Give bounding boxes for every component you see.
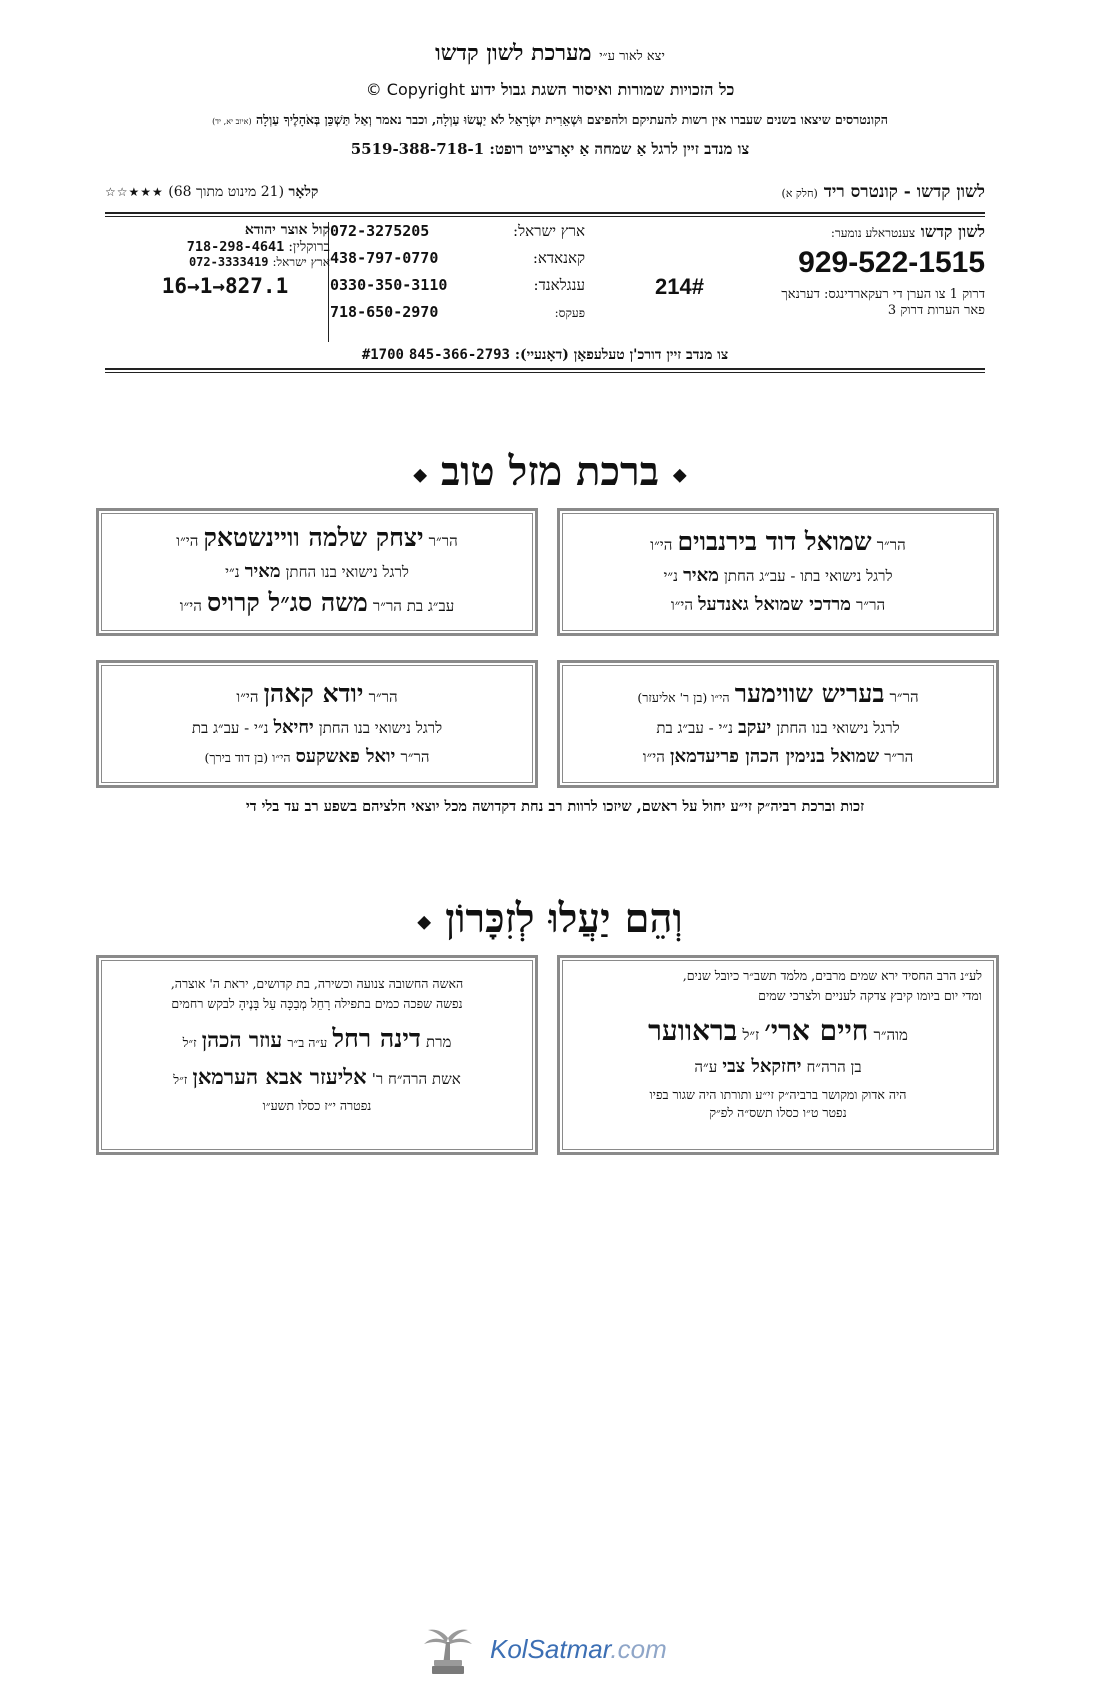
father-name: יצחק שלמה וויינשטאק bbox=[203, 523, 424, 552]
occasion-text: לרגל נישואי בנו החתן bbox=[285, 563, 409, 581]
memorial-husband-line bbox=[99, 1064, 535, 1090]
kol-otzar-row-number: 718-298-4641 bbox=[186, 239, 285, 255]
divider-top bbox=[105, 212, 985, 214]
box-line bbox=[560, 527, 996, 557]
title-suffix: הי״ו bbox=[179, 597, 202, 615]
memorial-title bbox=[70, 895, 1030, 942]
title-prefix: הר״ר bbox=[889, 688, 919, 706]
title-prefix: אשת הרה״ח ר' bbox=[371, 1070, 461, 1088]
phone-row-label: ענגלאנד: bbox=[533, 276, 585, 294]
title-suffix: נ״י - עב״ג בת bbox=[191, 719, 269, 737]
rights-line bbox=[70, 80, 1030, 100]
memorial-date-line: נפטרה י״ז כסלו תשע״ו bbox=[262, 1098, 372, 1113]
phone-row bbox=[330, 276, 585, 303]
title-suffix: נ״י - עב״ג בת bbox=[656, 719, 733, 737]
in-law-name: יואל פאשקעס bbox=[295, 746, 396, 767]
logo-wordmark bbox=[490, 1634, 667, 1665]
kol-otzar-code: 16→1→827.1 bbox=[161, 274, 289, 298]
bullet-icon: ◆ bbox=[672, 464, 687, 486]
mazal-tov-box bbox=[557, 660, 999, 788]
occasion-text: לרגל נישואי בנו החתן bbox=[776, 719, 900, 737]
box-line bbox=[560, 717, 996, 738]
telephone-donation-number: 845-366-2793 bbox=[408, 347, 510, 363]
comments-instruction: פאר הערות דרוק 3 bbox=[887, 303, 985, 318]
memorial-date-line: נפטר ט״ו כסלו תשס״ה לפ״ק bbox=[709, 1105, 847, 1120]
groom-name: מאיר bbox=[683, 565, 719, 586]
publisher-line bbox=[70, 40, 1030, 66]
box-line bbox=[99, 679, 535, 709]
title-prefix: הר״ר bbox=[876, 536, 906, 554]
deceased-surname: בראווער bbox=[648, 1014, 738, 1047]
memorial-tribute-line: האשה החשובה צנועה וכשירה, בת קדושים, יראת ה' אוצרה, bbox=[170, 976, 464, 991]
phone-row bbox=[330, 249, 585, 276]
international-numbers bbox=[330, 222, 585, 342]
clarity-minutes: (21 מינוט מתוך 68) bbox=[168, 184, 285, 200]
phone-row-number: 0330-350-3110 bbox=[330, 276, 448, 294]
title-suffix: הי״ו bbox=[176, 532, 199, 550]
logo-name: KolSatmar bbox=[490, 1634, 611, 1664]
memorial-title-text: וְהֵם יַעֲלוּ לְזִכָּרוֹן bbox=[445, 895, 683, 942]
memorial-tribute-line: לע״נ הרב החסיד ירא שמים מרבים, מלמד תשב״ר כיובל שנים, bbox=[682, 968, 982, 983]
groom-name: יעקב bbox=[738, 717, 772, 738]
title-suffix: ע״ה bbox=[694, 1058, 718, 1076]
mazal-tov-box bbox=[96, 660, 538, 788]
central-number-block bbox=[655, 222, 985, 342]
title-prefix: מוה״ר bbox=[873, 1026, 908, 1044]
husband-name: אליעזר אבא הערמאן bbox=[192, 1064, 367, 1089]
central-phone-number: 929-522-1515 bbox=[798, 246, 985, 279]
memorial-parent-line bbox=[560, 1056, 996, 1077]
title-prefix: הר״ר bbox=[428, 532, 458, 550]
publisher-name: מערכת לשון קדשו bbox=[435, 40, 592, 66]
phone-row-label: קאנאדא: bbox=[532, 249, 585, 267]
box-line bbox=[99, 746, 535, 767]
box-line bbox=[560, 746, 996, 767]
box-line bbox=[560, 679, 996, 709]
subheader bbox=[105, 182, 985, 204]
booklet-title bbox=[782, 182, 985, 202]
phone-row-label: פעקס: bbox=[554, 306, 585, 320]
memorial-name-line bbox=[99, 1024, 535, 1054]
deceased-name: חיים ארי׳ bbox=[764, 1014, 869, 1047]
occasion-text: לרגל נישואי בנו החתן bbox=[318, 719, 443, 737]
groom-name: מאיר bbox=[244, 561, 281, 582]
copy-warning-source: (איוב יא, יד) bbox=[212, 117, 252, 126]
phone-row-number: 072-3275205 bbox=[330, 222, 430, 240]
recordings-instruction-text: דרוק 1 צו הערן די רעקארדינגס: דערנאך bbox=[781, 287, 985, 302]
divider-top-thin bbox=[105, 216, 985, 217]
title-suffix: הי״ו bbox=[236, 688, 259, 706]
title-prefix: הר״ר bbox=[856, 596, 886, 614]
kol-otzar-row bbox=[120, 239, 330, 255]
divider-bottom bbox=[105, 368, 985, 370]
memorial-tribute-line: נפשה שפכה כמים בתפילה רָחֵל מְבַכָּה עַל בָּנֶיהָ לבקש רחמים bbox=[171, 996, 463, 1011]
publisher-prefix: יצא לאור ע״י bbox=[599, 49, 665, 64]
title-prefix: הר״ר bbox=[368, 688, 398, 706]
title-prefix: עב״ג בת הר״ר bbox=[372, 597, 455, 615]
kol-otzar-row bbox=[120, 255, 330, 270]
central-title-label: צענטראלע נומער: bbox=[830, 226, 916, 240]
title-suffix: הי״ו bbox=[650, 536, 673, 554]
memorial-name-line bbox=[560, 1014, 996, 1048]
logo-domain: .com bbox=[610, 1634, 667, 1664]
copyright-text: Copyright © bbox=[365, 80, 465, 99]
donation-line: צו מנדב זיין לרגל אַ שמחה אַ יאָרצייט רופט: 5519-388-718-1 bbox=[350, 140, 750, 158]
copy-warning-line bbox=[70, 112, 1030, 128]
telephone-donation-ext: #1700 bbox=[361, 347, 404, 363]
phone-row bbox=[330, 303, 585, 330]
father-name: יודא קאהן bbox=[263, 679, 364, 708]
palm-tree-icon bbox=[418, 1620, 478, 1680]
box-line bbox=[99, 523, 535, 553]
copy-warning-text: הקונטרסים שיצאו בשנים שעברו אין רשות להעתיקם ולהפיצם וּשְׁאֵרִית יִשְׂרָאֵל לֹא יַעֲשׂוּ עַוְלָה, וכבר נאמר וְאַל תַּשְׁכֵּן בְּאֹהָלֶיךָ עַוְלָה bbox=[255, 112, 888, 127]
in-law-name: שמואל בנימין הכהן פריעדמאן bbox=[669, 746, 880, 767]
title-middle: ע״ה ב״ר bbox=[287, 1035, 328, 1050]
kol-otzar-row-label: ארץ ישראל: bbox=[272, 255, 330, 269]
title-prefix: הר״ר bbox=[400, 748, 430, 766]
box-line bbox=[560, 594, 996, 615]
occasion-text: לרגל נישואי בתו - עב״ג החתן bbox=[723, 567, 893, 585]
merit-blessing: זכות וברכת רביה״ק זי״ע יחול על ראשם, שיזכו לרוות רב נחת דקדושה מכל יוצאי חלציהם בשפע רב עד בלי די bbox=[245, 798, 865, 815]
title-prefix: הר״ר bbox=[884, 748, 914, 766]
star-rating-icon: ★★★☆☆ bbox=[105, 185, 164, 199]
central-title bbox=[655, 222, 985, 242]
memorial-box bbox=[557, 955, 999, 1155]
clarity-rating bbox=[105, 184, 318, 201]
title-suffix: ז״ל bbox=[742, 1026, 760, 1044]
memorial-box bbox=[96, 955, 538, 1155]
box-line bbox=[99, 717, 535, 738]
phone-row-label: ארץ ישראל: bbox=[513, 222, 585, 240]
box-line bbox=[560, 565, 996, 586]
title-suffix: הי״ו bbox=[642, 748, 665, 766]
in-law-name: משה סג״ל קרויס bbox=[206, 588, 368, 617]
father-name: בעריש שווימער bbox=[734, 679, 885, 708]
clarity-label: קלאָר bbox=[288, 184, 319, 200]
bullet-icon: ◆ bbox=[413, 464, 428, 486]
kol-otzar-row-number: 072-3333419 bbox=[188, 255, 269, 269]
parent-name: עוזר הכהן bbox=[201, 1027, 283, 1052]
parent-name: יחזקאל צבי bbox=[722, 1056, 802, 1077]
title-suffix: ז״ל bbox=[173, 1072, 188, 1087]
booklet-title-text: לשון קדשו - קונטרס ריד bbox=[823, 182, 985, 202]
bullet-icon: ◆ bbox=[417, 911, 432, 933]
mazal-tov-title-text: ברכת מזל טוב bbox=[441, 448, 659, 495]
title-suffix: ז״ל bbox=[182, 1035, 197, 1050]
title-suffix: הי״ו (בן ר' אליעזר) bbox=[637, 690, 730, 705]
mazal-tov-box bbox=[96, 508, 538, 636]
kol-otzar-block bbox=[120, 222, 330, 342]
phone-row-number: 438-797-0770 bbox=[330, 249, 439, 267]
box-line bbox=[99, 561, 535, 582]
memorial-detail-line: היה אדוק ומקושר ברביה״ק זי״ע ותורתו היה שגור בפיו bbox=[649, 1087, 907, 1102]
title-suffix: הי״ו bbox=[670, 596, 693, 614]
deceased-name: דינה רחל bbox=[332, 1024, 421, 1053]
groom-name: יחיאל bbox=[273, 717, 314, 738]
mazal-tov-box bbox=[557, 508, 999, 636]
title-suffix: נ״י bbox=[663, 567, 678, 585]
telephone-donation-text: צו מנדב זיין דורכ'ן טעלעפאָן (דאָנעיי): bbox=[514, 347, 729, 363]
in-law-name: מרדכי שמואל גאנדעל bbox=[698, 594, 851, 615]
title-prefix: מרת bbox=[426, 1033, 452, 1051]
central-title-text: לשון קדשו bbox=[920, 222, 985, 241]
kolsatmar-logo bbox=[418, 1620, 688, 1680]
divider-bottom-thin bbox=[105, 372, 985, 373]
phone-row-number: 718-650-2970 bbox=[330, 303, 439, 321]
phone-row bbox=[330, 222, 585, 249]
recordings-instruction bbox=[655, 274, 985, 302]
memorial-tribute-line: ומדי יום ביומו קיבץ צדקה לעניים ולצרכי שמים bbox=[758, 988, 982, 1003]
title-suffix: הי״ו (בן דוד בירך) bbox=[204, 750, 291, 765]
father-name: שמואל דוד בירנבוים bbox=[677, 527, 872, 556]
title-suffix: נ״י bbox=[225, 563, 240, 581]
title-prefix: בן הרה״ח bbox=[806, 1058, 862, 1076]
telephone-donation-line bbox=[105, 347, 985, 364]
kol-otzar-row-label: ברוקלין: bbox=[288, 239, 330, 255]
booklet-part: (חלק א) bbox=[781, 187, 818, 200]
rights-text: כל הזכויות שמורות ואיסור השגת גבול ידוע bbox=[470, 80, 735, 99]
recordings-code: 214# bbox=[655, 274, 704, 299]
mazal-tov-title bbox=[70, 448, 1030, 495]
box-line bbox=[99, 588, 535, 618]
kol-otzar-title: קול אוצר יהודא bbox=[244, 222, 330, 238]
